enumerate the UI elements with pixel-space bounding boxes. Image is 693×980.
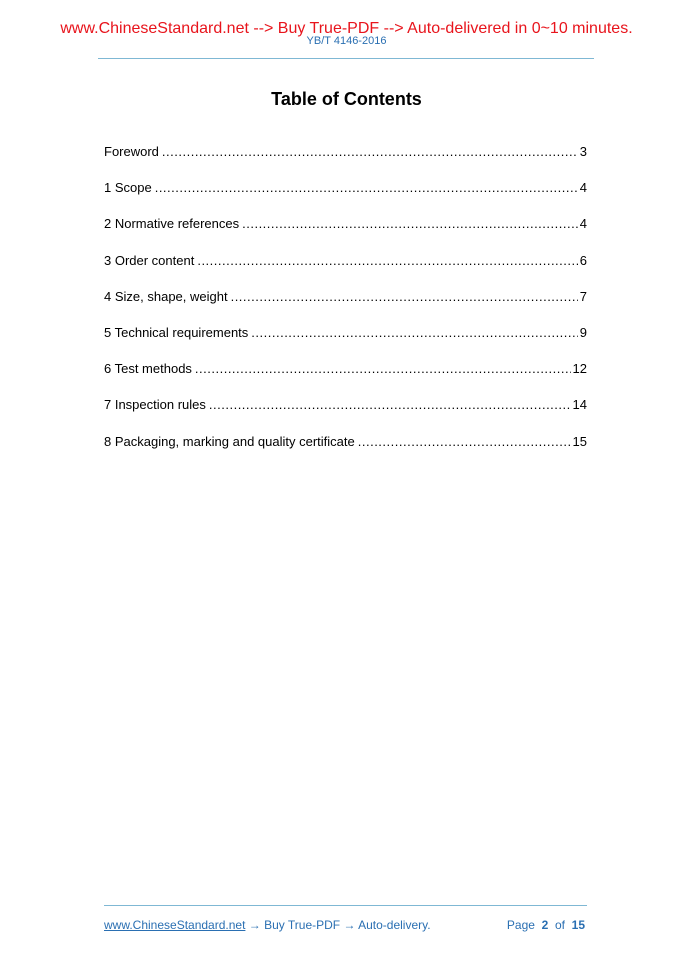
page-title: Table of Contents bbox=[271, 89, 422, 109]
toc-dot-leader bbox=[155, 180, 578, 196]
toc-entry-test-methods[interactable] bbox=[104, 361, 587, 397]
page-total: 15 bbox=[571, 918, 585, 932]
header-divider bbox=[98, 58, 594, 59]
footer-tagline: → Buy True-PDF → Auto-delivery. bbox=[245, 918, 431, 932]
toc-dot-leader bbox=[195, 361, 571, 377]
toc-entry-packaging-marking[interactable] bbox=[104, 434, 587, 470]
footer-divider bbox=[104, 905, 587, 906]
toc-dot-leader bbox=[209, 397, 571, 413]
toc-entry-order-content[interactable] bbox=[104, 253, 587, 289]
toc-entry-label: 5 Technical requirements bbox=[104, 324, 249, 340]
toc-entry-label: Foreword bbox=[104, 144, 159, 159]
document-code: YB/T 4146-2016 bbox=[306, 35, 387, 47]
toc-dot-leader bbox=[197, 253, 577, 269]
toc-entry-page: 3 bbox=[579, 144, 587, 159]
toc-entry-inspection-rules[interactable] bbox=[104, 397, 587, 433]
toc-entry-page: 14 bbox=[572, 397, 587, 413]
toc-entry-label: 6 Test methods bbox=[104, 361, 192, 377]
page-current: 2 bbox=[541, 918, 549, 932]
toc-entry-label: 2 Normative references bbox=[104, 216, 240, 232]
page-of: of bbox=[554, 918, 565, 932]
page-number bbox=[507, 917, 585, 933]
page-word: Page bbox=[506, 918, 535, 932]
page-footer bbox=[104, 917, 587, 933]
toc-entry-page: 4 bbox=[579, 180, 587, 196]
toc-entry-label: 8 Packaging, marking and quality certificate bbox=[104, 433, 355, 449]
toc-entry-page: 4 bbox=[579, 216, 587, 232]
toc-entry-label: 7 Inspection rules bbox=[104, 397, 206, 413]
toc-dot-leader bbox=[162, 144, 578, 160]
toc-entry-page: 9 bbox=[579, 324, 587, 340]
footer-promo bbox=[104, 917, 431, 933]
toc-dot-leader bbox=[358, 434, 571, 450]
toc-entry-label: 4 Size, shape, weight bbox=[104, 288, 228, 304]
toc-entry-page: 7 bbox=[579, 288, 587, 304]
toc-entry-foreword[interactable] bbox=[104, 144, 587, 180]
footer-site-link[interactable]: www.ChineseStandard.net bbox=[104, 918, 246, 932]
toc-entry-size-shape-weight[interactable] bbox=[104, 289, 587, 325]
toc-entry-page: 6 bbox=[579, 252, 587, 268]
toc-dot-leader bbox=[251, 325, 577, 341]
toc-entry-page: 12 bbox=[572, 361, 587, 377]
toc-entry-scope[interactable] bbox=[104, 180, 587, 216]
toc-entry-normative-references[interactable] bbox=[104, 216, 587, 252]
table-of-contents bbox=[104, 144, 587, 470]
toc-dot-leader bbox=[242, 216, 578, 232]
toc-dot-leader bbox=[231, 289, 578, 305]
toc-entry-page: 15 bbox=[572, 433, 587, 449]
toc-entry-label: 3 Order content bbox=[104, 252, 195, 268]
toc-entry-label: 1 Scope bbox=[104, 180, 152, 196]
toc-entry-technical-requirements[interactable] bbox=[104, 325, 587, 361]
promo-banner[interactable]: www.ChineseStandard.net --> Buy True-PDF --> Auto-delivered in 0~10 minutes. bbox=[60, 20, 633, 37]
